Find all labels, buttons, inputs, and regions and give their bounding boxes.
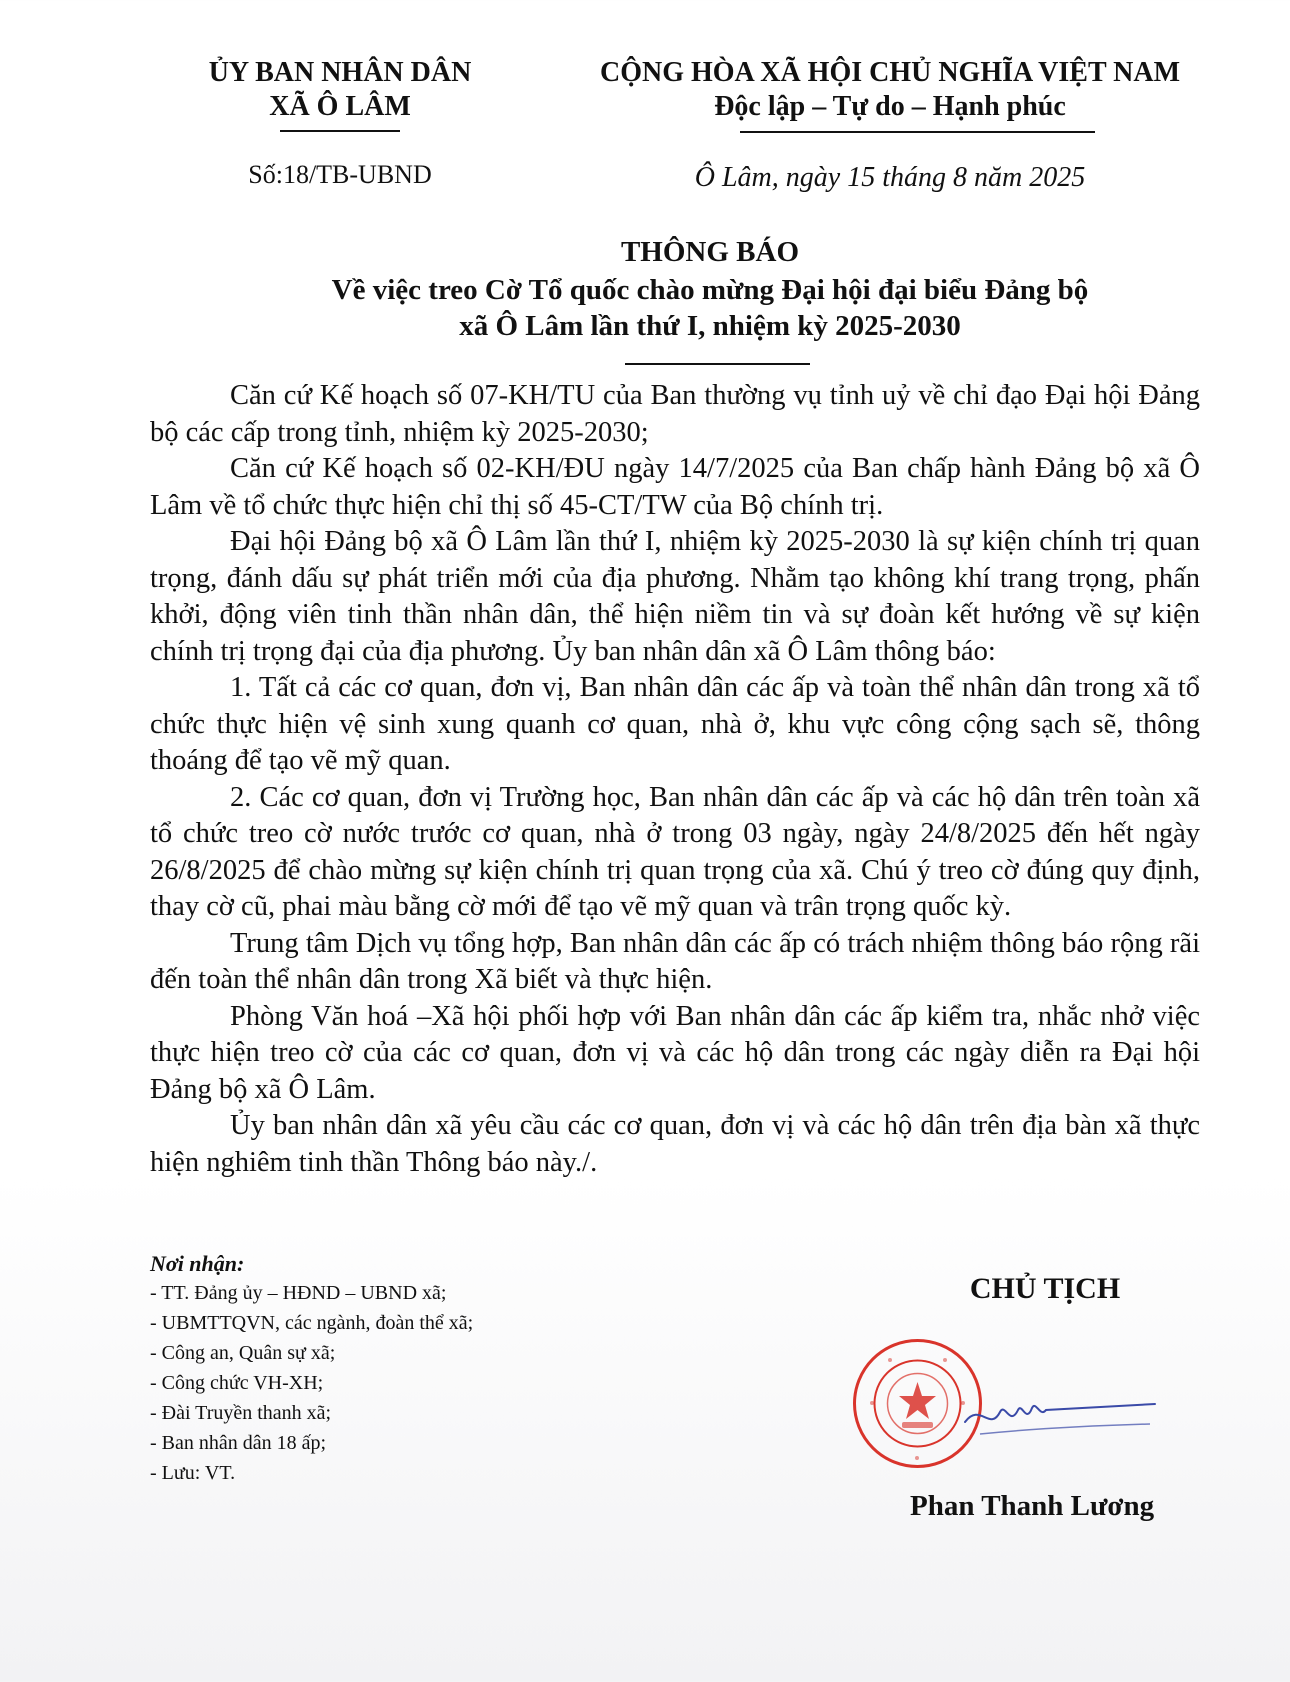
document-title: THÔNG BÁO (620, 236, 800, 268)
recipient-item: - Công an, Quân sự xã; (150, 1342, 336, 1364)
nation-motto: Độc lập – Tự do – Hạnh phúc (714, 91, 1066, 122)
org-underline (280, 130, 400, 132)
document-subject-line2: xã Ô Lâm lần thứ I, nhiệm kỳ 2025-2030 (459, 310, 961, 342)
paragraph-item-1: 1. Tất cả các cơ quan, đơn vị, Ban nhân dân các ấp và toàn thể nhân dân trong xã tổ chức thực hiện vệ sinh xung quanh cơ quan, nhà ở, khu vực công cộng sạch sẽ, thông thoáng để tạo vẽ mỹ quan. (150, 672, 1200, 776)
document-subject-line1: Về việc treo Cờ Tổ quốc chào mừng Đại hội đại biểu Đảng bộ (331, 274, 1089, 306)
paragraph-responsibility-1: Trung tâm Dịch vụ tổng hợp, Ban nhân dân các ấp có trách nhiệm thông báo rộng rãi đến toàn thể nhân dân trong Xã biết và thực hiện. (150, 927, 1200, 995)
nation-name: CỘNG HÒA XÃ HỘI CHỦ NGHĨA VIỆT NAM (599, 57, 1181, 88)
national-heading (560, 56, 1220, 124)
document-number: Số:18/TB-UBND (248, 160, 432, 189)
motto-underline (740, 131, 1095, 133)
recipient-item: - Ban nhân dân 18 ấp; (150, 1432, 327, 1454)
handwritten-signature-icon (960, 1382, 1160, 1442)
recipients-title: Nơi nhận: (150, 1251, 245, 1276)
paragraph-intro: Đại hội Đảng bộ xã Ô Lâm lần thứ I, nhiệm kỳ 2025-2030 là sự kiện chính trị quan trọng, đánh dấu sự phát triển mới của địa phương. Nhằm tạo không khí trang trọng, phấn khởi, động viên tinh thần nhân dân, thể hiện niềm tin và sự đoàn kết hướng về sự kiện chính trị trọng đại của địa phương. Ủy ban nhân dân xã Ô Lâm thông báo: (150, 526, 1200, 667)
title-underline (625, 363, 810, 365)
place-and-date: Ô Lâm, ngày 15 tháng 8 năm 2025 (694, 162, 1086, 193)
recipients-list (150, 1250, 670, 1488)
recipient-item: - TT. Đảng ủy – HĐND – UBND xã; (150, 1282, 447, 1304)
paragraph-item-2: 2. Các cơ quan, đơn vị Trường học, Ban nhân dân các ấp và các hộ dân trên toàn xã tổ chức treo cờ nước trước cơ quan, nhà ở trong 03 ngày, ngày 24/8/2025 đến hết ngày 26/8/2025 để chào mừng sự kiện chính trị quan trọng của xã. Chú ý treo cờ đúng quy định, thay cờ cũ, phai màu bằng cờ mới để tạo vẽ mỹ quan và trân trọng quốc kỳ. (150, 781, 1200, 922)
document-body (150, 378, 1200, 1181)
paragraph-basis-2: Căn cứ Kế hoạch số 02-KH/ĐU ngày 14/7/2025 của Ban chấp hành Đảng bộ xã Ô Lâm về tổ chức thực hiện chỉ thị số 45-CT/TW của Bộ chính trị. (150, 453, 1200, 521)
paragraph-responsibility-2: Phòng Văn hoá –Xã hội phối hợp với Ban nhân dân các ấp kiểm tra, nhắc nhở việc thực hiện treo cờ của các cơ quan, đơn vị và các hộ dân trong các ngày diễn ra Đại hội Đảng bộ xã Ô Lâm. (150, 1000, 1200, 1105)
recipient-item: - Đài Truyền thanh xã; (150, 1402, 332, 1424)
recipient-item: - UBMTTQVN, các ngành, đoàn thể xã; (150, 1312, 474, 1334)
issuing-organization (150, 56, 530, 124)
signer-name: Phan Thanh Lương (910, 1490, 1155, 1522)
paragraph-basis-1: Căn cứ Kế hoạch số 07-KH/TU của Ban thường vụ tỉnh uỷ về chỉ đạo Đại hội Đảng bộ các cấp trong tỉnh, nhiệm kỳ 2025-2030; (150, 380, 1200, 448)
org-name-line1: ỦY BAN NHÂN DÂN (208, 57, 472, 88)
org-name-line2: XÃ Ô LÂM (269, 91, 411, 122)
recipient-item: - Lưu: VT. (150, 1462, 236, 1484)
recipient-item: - Công chức VH-XH; (150, 1372, 324, 1394)
paragraph-closing: Ủy ban nhân dân xã yêu cầu các cơ quan, đơn vị và các hộ dân trên địa bàn xã thực hiện nghiêm tinh thần Thông báo này./. (150, 1110, 1200, 1178)
signer-position: CHỦ TỊCH (969, 1272, 1121, 1305)
